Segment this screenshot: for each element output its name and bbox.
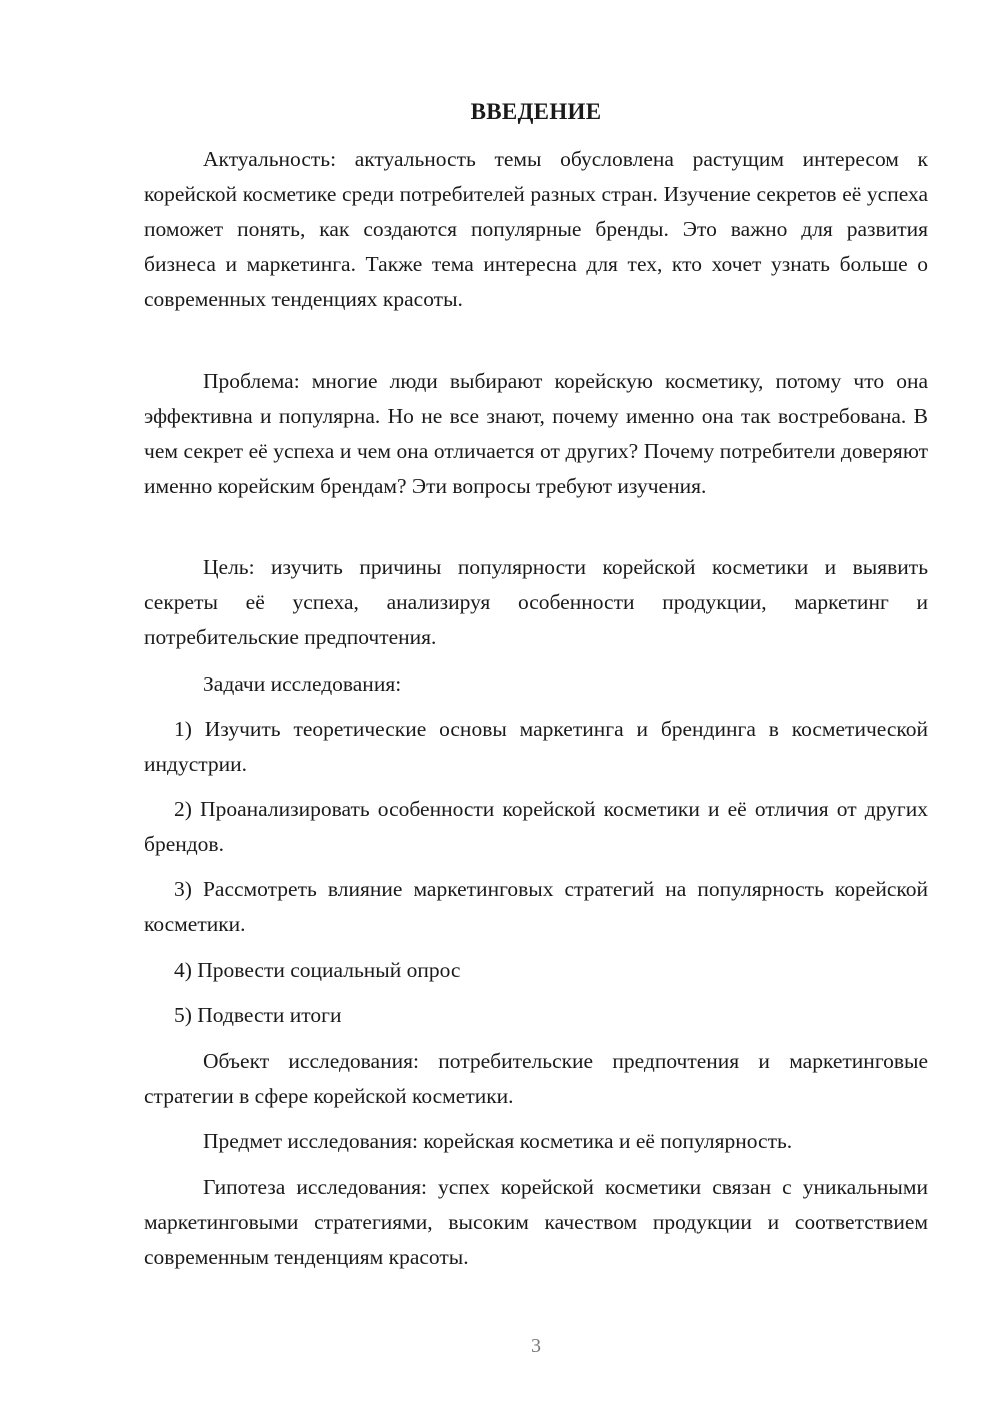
- task-item-4: 4) Провести социальный опрос: [174, 958, 461, 982]
- relevance-paragraph: Актуальность: актуальность темы обусловлена растущим интересом к корейской косметике среди потребителей разных стран. Изучение секретов её успеха поможет понять, как создаются популярные бренды. Это важно для развития бизнеса и маркетинга. Также тема интересна для тех, кто хочет узнать больше о современных тенденциях красоты.: [144, 147, 928, 311]
- task-item-1: 1) Изучить теоретические основы маркетинга и брендинга в косметической индустрии.: [144, 717, 928, 776]
- task-item-2: 2) Проанализировать особенности корейской косметики и её отличия от других брендов.: [144, 797, 928, 856]
- object-paragraph: Объект исследования: потребительские предпочтения и маркетинговые стратегии в сфере корейской косметики.: [144, 1049, 928, 1108]
- subject-paragraph: Предмет исследования: корейская косметика и её популярность.: [203, 1129, 793, 1153]
- hypothesis-paragraph: Гипотеза исследования: успех корейской косметики связан с уникальными маркетинговыми стратегиями, высоким качеством продукции и соответствием современным тенденциям красоты.: [144, 1175, 928, 1269]
- task-item-5: 5) Подвести итоги: [174, 1003, 342, 1027]
- problem-paragraph: Проблема: многие люди выбирают корейскую косметику, потому что она эффективна и популярна. Но не все знают, почему именно она так востребована. В чем секрет её успеха и чем она отличается от других? Почему потребители доверяют именно корейским брендам? Эти вопросы требуют изучения.: [144, 369, 928, 498]
- task-item-3: 3) Рассмотреть влияние маркетинговых стратегий на популярность корейской косметики.: [144, 877, 928, 936]
- goal-paragraph: Цель: изучить причины популярности корейской косметики и выявить секреты её успеха, анализируя особенности продукции, маркетинг и потребительские предпочтения.: [144, 555, 928, 649]
- tasks-heading: Задачи исследования:: [203, 672, 402, 696]
- page-number: 3: [531, 1335, 541, 1357]
- page-title: ВВЕДЕНИЕ: [470, 99, 602, 124]
